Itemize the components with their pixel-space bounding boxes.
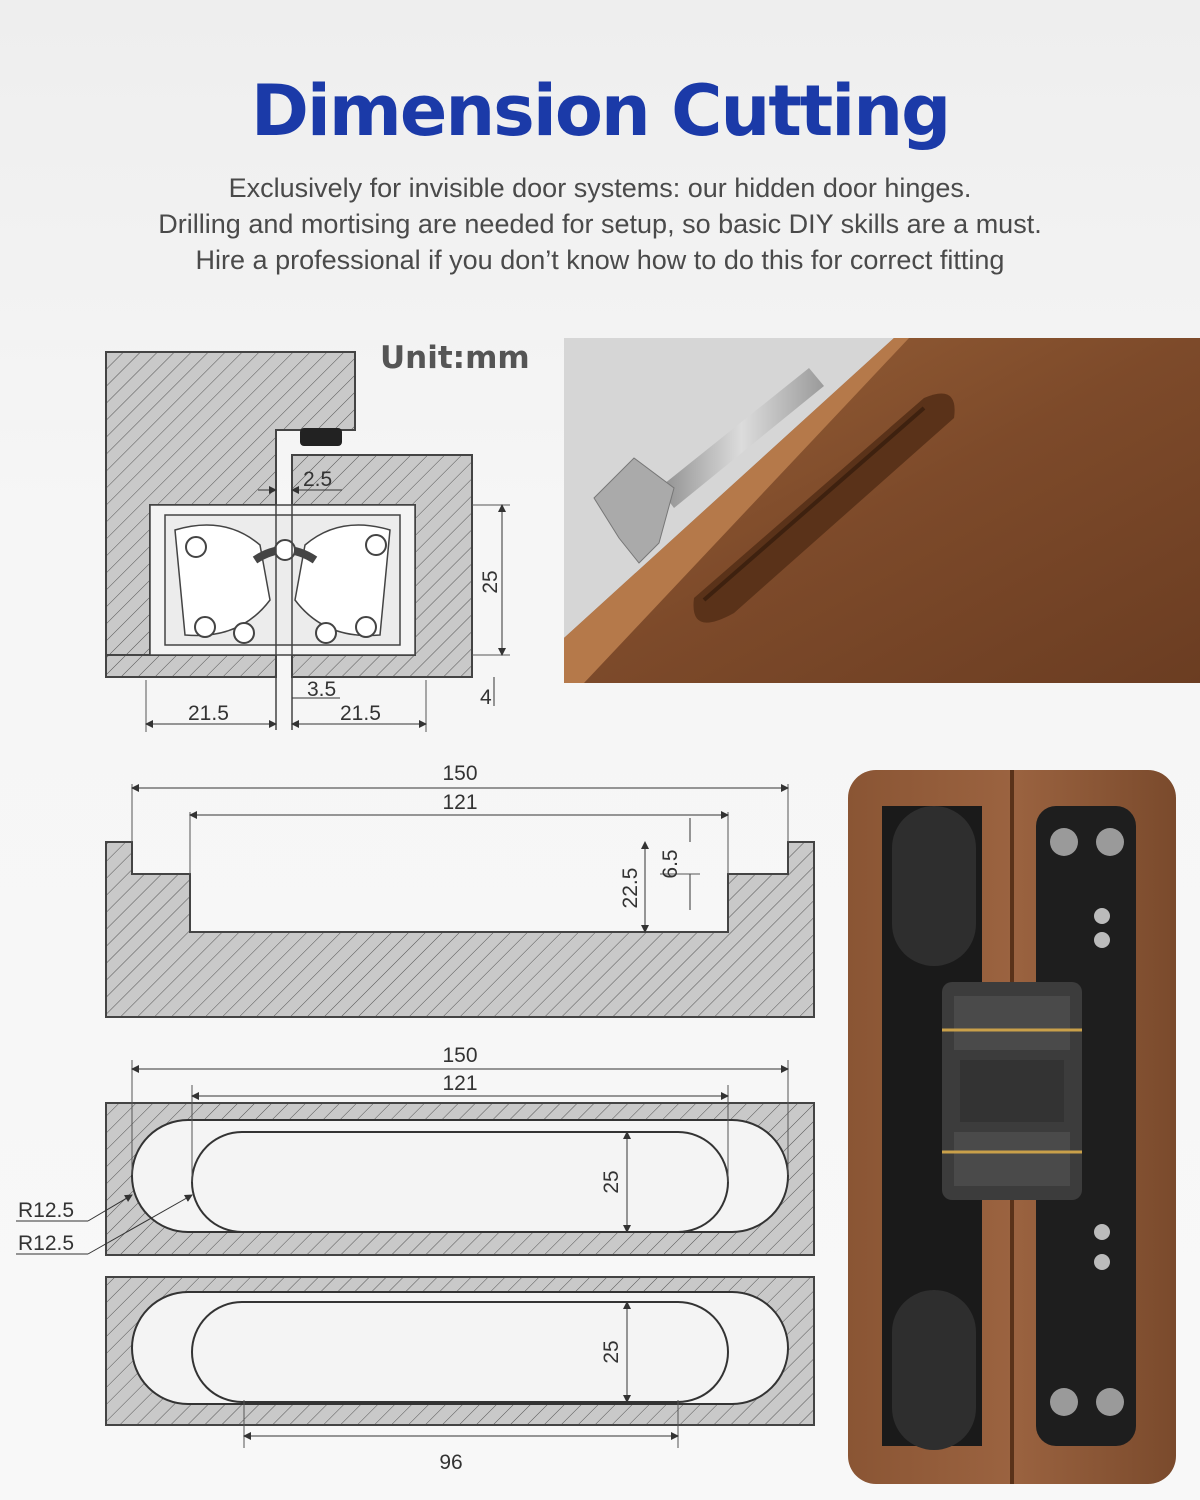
dim-gap-top: 2.5 [303, 468, 333, 491]
unit-label: Unit:mm [380, 340, 530, 376]
side-inner-length: 121 [442, 791, 478, 814]
side-profile-diagram [100, 760, 830, 1025]
subtitle-line-2: Drilling and mortising are needed for setup, so basic DIY skills are a must. [158, 209, 1042, 239]
top1-inner-length: 121 [442, 1072, 478, 1095]
side-step-depth: 6.5 [659, 849, 682, 879]
top-view-2-diagram [100, 1270, 830, 1485]
hinge-product-photo [848, 770, 1176, 1484]
dim-right-width: 21.5 [340, 702, 381, 725]
page-title: Dimension Cutting [250, 70, 950, 152]
wood-mortise-photo [564, 338, 1200, 683]
top1-radius-outer: R12.5 [18, 1199, 75, 1222]
dim-bottom-offset: 4 [480, 686, 492, 709]
subtitle [0, 170, 1200, 278]
side-total-length: 150 [442, 762, 478, 785]
top2-width: 25 [600, 1340, 623, 1364]
subtitle-line-3: Hire a professional if you don’t know how to do this for correct fitting [195, 245, 1005, 275]
dim-height: 25 [479, 570, 502, 594]
top1-width: 25 [600, 1170, 623, 1194]
top2-screw-spacing: 96 [439, 1451, 463, 1474]
top1-radius-inner: R12.5 [18, 1232, 75, 1255]
dim-gap-bottom: 3.5 [307, 678, 337, 701]
hinge-cross-section-diagram [95, 345, 515, 745]
top1-total-length: 150 [442, 1044, 478, 1067]
subtitle-line-1: Exclusively for invisible door systems: our hidden door hinges. [228, 173, 972, 203]
side-total-depth: 22.5 [619, 867, 642, 909]
top-view-1-diagram [10, 1040, 830, 1265]
dim-left-width: 21.5 [188, 702, 229, 725]
